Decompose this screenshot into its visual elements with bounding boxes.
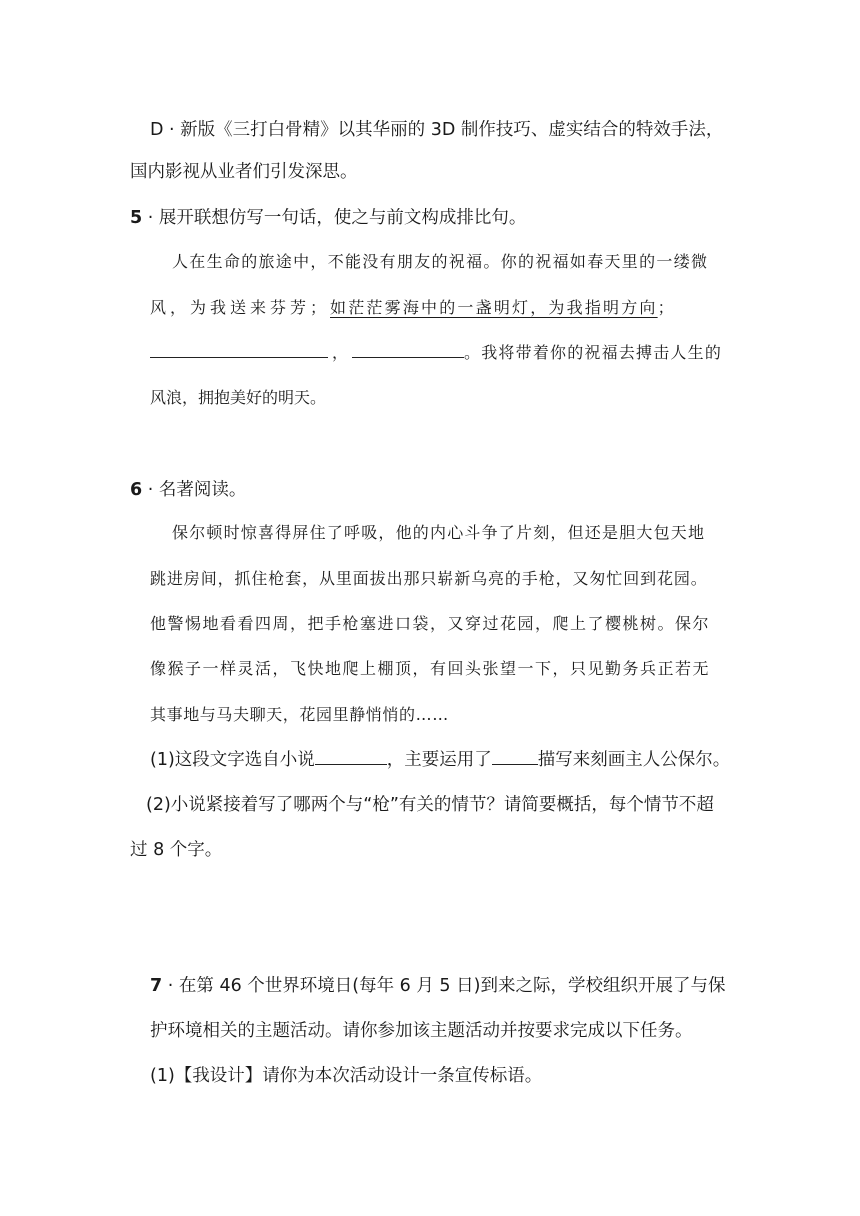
question-number: 7 <box>150 976 163 996</box>
question-number: 5 <box>130 208 143 228</box>
answer-blank-novel[interactable] <box>315 750 387 765</box>
q5-passage-line4: 风浪，拥抱美好的明天。 <box>150 388 327 407</box>
question-6-heading <box>130 478 246 502</box>
q5-passage-line1: 人在生命的旅途中，不能没有朋友的祝福。你的祝福如春天里的一缕微 <box>172 252 709 271</box>
option-d-line2: 国内影视从业者们引发深思。 <box>130 162 358 182</box>
option-d-line1: D · 新版《三打白骨精》以其华丽的 3D 制作技巧、虚实结合的特效手法， <box>150 120 724 140</box>
q5-line3-comma: ， <box>332 343 349 362</box>
q5-line2-end: ； <box>657 298 678 317</box>
q5-underlined-example: 如茫茫雾海中的一盏明灯，为我指明方向 <box>330 298 658 317</box>
question-5-heading <box>130 206 526 230</box>
q6-passage-line4: 像猴子一样灵活，飞快地爬上棚顶，有回头张望一下，只见勤务兵正若无 <box>150 659 711 678</box>
question-7-heading <box>150 974 725 998</box>
question-title: · 名著阅读。 <box>142 480 247 500</box>
answer-blank-2[interactable] <box>352 343 464 358</box>
q5-passage-line3 <box>150 341 722 365</box>
q6-passage-line3: 他警惕地看看四周，把手枪塞进口袋，又穿过花园，爬上了樱桃树。保尔 <box>150 614 711 633</box>
question-7-subquestion-1: (1)【我设计】请你为本次活动设计一条宣传标语。 <box>150 1066 543 1086</box>
q5-line2-start: 风，为我送来芬芳； <box>150 298 331 317</box>
question-7-line1: · 在第 46 个世界环境日(每年 6 月 5 日)到来之际，学校组织开展了与保 <box>162 976 726 996</box>
q6-passage-line5: 其事地与马夫聊天，花园里静悄悄的…… <box>150 705 449 724</box>
q5-passage-line2 <box>150 296 678 320</box>
question-number: 6 <box>130 480 143 500</box>
question-title: · 展开联想仿写一句话，使之与前文构成排比句。 <box>142 208 527 228</box>
q6-subquestion-1 <box>150 748 730 772</box>
sub1-text-a: (1)这段文字选自小说 <box>150 750 315 770</box>
answer-blank-description[interactable] <box>492 750 538 765</box>
q5-line3-end: 。我将带着你的祝福去搏击人生的 <box>464 343 723 362</box>
q6-subquestion-2-line2: 过 8 个字。 <box>130 840 223 860</box>
sub1-text-b: ，主要运用了 <box>386 750 492 770</box>
q6-passage-line2: 跳进房间，抓住枪套，从里面拔出那只崭新乌亮的手枪，又匆忙回到花园。 <box>150 569 708 588</box>
q6-passage-line1: 保尔顿时惊喜得屏住了呼吸，他的内心斗争了片刻，但还是胆大包天地 <box>172 523 706 542</box>
question-7-line2: 护环境相关的主题活动。请你参加该主题活动并按要求完成以下任务。 <box>150 1021 693 1041</box>
answer-blank-1[interactable] <box>150 343 328 358</box>
sub1-text-c: 描写来刻画主人公保尔。 <box>537 750 731 770</box>
q6-subquestion-2-line1: (2)小说紧接着写了哪两个与“枪”有关的情节？请简要概括，每个情节不超 <box>146 795 714 815</box>
